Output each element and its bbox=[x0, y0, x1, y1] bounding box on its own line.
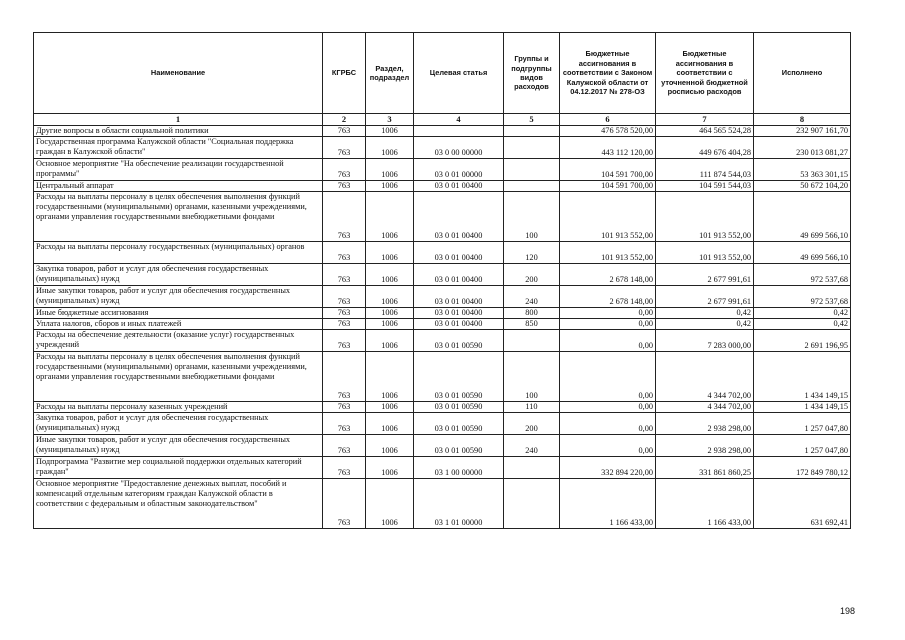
header-col-number: 4 bbox=[414, 114, 504, 126]
row-kgrbs: 763 bbox=[323, 479, 366, 529]
table-row bbox=[34, 457, 851, 479]
row-name: Закупка товаров, работ и услуг для обеспечения государственных (муниципальных) нужд bbox=[34, 264, 323, 286]
row-tselevaya: 03 0 01 00590 bbox=[414, 330, 504, 352]
row-razdel: 1006 bbox=[366, 137, 414, 159]
row-budget-refined: 101 913 552,00 bbox=[656, 192, 754, 242]
row-name: Иные закупки товаров, работ и услуг для обеспечения государственных (муниципальных) нужд bbox=[34, 286, 323, 308]
row-tselevaya: 03 0 01 00400 bbox=[414, 286, 504, 308]
row-budget-refined: 4 344 702,00 bbox=[656, 352, 754, 402]
row-razdel: 1006 bbox=[366, 352, 414, 402]
row-budget-refined: 101 913 552,00 bbox=[656, 242, 754, 264]
row-budget-refined: 2 677 991,61 bbox=[656, 286, 754, 308]
row-budget-law: 2 678 148,00 bbox=[560, 264, 656, 286]
row-razdel: 1006 bbox=[366, 242, 414, 264]
row-kgrbs: 763 bbox=[323, 435, 366, 457]
table-row bbox=[34, 126, 851, 137]
header-kgrbs: КГРБС bbox=[323, 33, 366, 114]
row-name: Государственная программа Калужской области "Социальная поддержка граждан в Калужской области" bbox=[34, 137, 323, 159]
header-name: Наименование bbox=[34, 33, 323, 114]
row-kgrbs: 763 bbox=[323, 402, 366, 413]
row-tselevaya: 03 0 01 00590 bbox=[414, 413, 504, 435]
row-razdel: 1006 bbox=[366, 330, 414, 352]
row-razdel: 1006 bbox=[366, 413, 414, 435]
row-budget-law: 476 578 520,00 bbox=[560, 126, 656, 137]
table-row bbox=[34, 435, 851, 457]
row-budget-refined: 2 677 991,61 bbox=[656, 264, 754, 286]
row-budget-refined: 464 565 524,28 bbox=[656, 126, 754, 137]
row-name: Основное мероприятие "На обеспечение реализации государственной программы" bbox=[34, 159, 323, 181]
row-vid bbox=[504, 126, 560, 137]
row-vid: 800 bbox=[504, 308, 560, 319]
row-vid bbox=[504, 159, 560, 181]
row-kgrbs: 763 bbox=[323, 352, 366, 402]
table-row bbox=[34, 402, 851, 413]
row-budget-refined: 331 861 860,25 bbox=[656, 457, 754, 479]
row-budget-law: 0,00 bbox=[560, 319, 656, 330]
row-kgrbs: 763 bbox=[323, 126, 366, 137]
row-budget-law: 0,00 bbox=[560, 435, 656, 457]
row-razdel: 1006 bbox=[366, 402, 414, 413]
row-kgrbs: 763 bbox=[323, 330, 366, 352]
row-razdel: 1006 bbox=[366, 435, 414, 457]
row-razdel: 1006 bbox=[366, 457, 414, 479]
row-name: Расходы на обеспечение деятельности (оказание услуг) государственных учреждений bbox=[34, 330, 323, 352]
header-budget-refined: Бюджетные ассигнования в соответствии с уточненной бюджетной росписью расходов bbox=[656, 33, 754, 114]
budget-table bbox=[33, 32, 851, 529]
row-budget-law: 0,00 bbox=[560, 352, 656, 402]
row-vid bbox=[504, 457, 560, 479]
page-number: 198 bbox=[840, 606, 856, 616]
row-vid: 100 bbox=[504, 192, 560, 242]
row-ispolneno: 49 699 566,10 bbox=[754, 242, 851, 264]
row-budget-law: 0,00 bbox=[560, 402, 656, 413]
header-col-number: 3 bbox=[366, 114, 414, 126]
row-name: Центральный аппарат bbox=[34, 181, 323, 192]
row-razdel: 1006 bbox=[366, 264, 414, 286]
row-name: Подпрограмма "Развитие мер социальной поддержки отдельных категорий граждан" bbox=[34, 457, 323, 479]
row-budget-law: 443 112 120,00 bbox=[560, 137, 656, 159]
header-tselevaya: Целевая статья bbox=[414, 33, 504, 114]
table-row bbox=[34, 159, 851, 181]
row-razdel: 1006 bbox=[366, 308, 414, 319]
row-budget-law: 0,00 bbox=[560, 413, 656, 435]
header-col-number: 7 bbox=[656, 114, 754, 126]
row-ispolneno: 1 257 047,80 bbox=[754, 435, 851, 457]
row-razdel: 1006 bbox=[366, 181, 414, 192]
header-col-number: 1 bbox=[34, 114, 323, 126]
row-kgrbs: 763 bbox=[323, 457, 366, 479]
row-budget-refined: 7 283 000,00 bbox=[656, 330, 754, 352]
row-ispolneno: 232 907 161,70 bbox=[754, 126, 851, 137]
row-razdel: 1006 bbox=[366, 479, 414, 529]
table-row bbox=[34, 308, 851, 319]
row-ispolneno: 631 692,41 bbox=[754, 479, 851, 529]
row-tselevaya: 03 0 00 00000 bbox=[414, 137, 504, 159]
row-budget-refined: 0,42 bbox=[656, 319, 754, 330]
table-row bbox=[34, 181, 851, 192]
row-tselevaya: 03 0 01 00590 bbox=[414, 402, 504, 413]
row-tselevaya: 03 0 01 00400 bbox=[414, 264, 504, 286]
row-vid bbox=[504, 479, 560, 529]
row-ispolneno: 0,42 bbox=[754, 308, 851, 319]
header-col-number: 2 bbox=[323, 114, 366, 126]
row-vid: 100 bbox=[504, 352, 560, 402]
row-tselevaya: 03 0 01 00400 bbox=[414, 308, 504, 319]
row-budget-law: 0,00 bbox=[560, 330, 656, 352]
row-ispolneno: 972 537,68 bbox=[754, 264, 851, 286]
row-razdel: 1006 bbox=[366, 192, 414, 242]
header-col-number: 6 bbox=[560, 114, 656, 126]
row-kgrbs: 763 bbox=[323, 319, 366, 330]
row-ispolneno: 49 699 566,10 bbox=[754, 192, 851, 242]
row-vid: 240 bbox=[504, 435, 560, 457]
row-razdel: 1006 bbox=[366, 126, 414, 137]
row-budget-refined: 104 591 544,03 bbox=[656, 181, 754, 192]
row-kgrbs: 763 bbox=[323, 181, 366, 192]
row-budget-refined: 2 938 298,00 bbox=[656, 413, 754, 435]
row-tselevaya: 03 0 01 00000 bbox=[414, 159, 504, 181]
row-budget-law: 101 913 552,00 bbox=[560, 242, 656, 264]
row-name: Расходы на выплаты персоналу казенных учреждений bbox=[34, 402, 323, 413]
row-vid: 120 bbox=[504, 242, 560, 264]
row-razdel: 1006 bbox=[366, 286, 414, 308]
header-col-number: 8 bbox=[754, 114, 851, 126]
row-tselevaya: 03 0 01 00400 bbox=[414, 242, 504, 264]
row-ispolneno: 1 434 149,15 bbox=[754, 402, 851, 413]
row-budget-refined: 2 938 298,00 bbox=[656, 435, 754, 457]
row-razdel: 1006 bbox=[366, 319, 414, 330]
row-name: Иные закупки товаров, работ и услуг для обеспечения государственных (муниципальных) нужд bbox=[34, 435, 323, 457]
table-row bbox=[34, 330, 851, 352]
row-tselevaya: 03 0 01 00590 bbox=[414, 352, 504, 402]
row-kgrbs: 763 bbox=[323, 413, 366, 435]
row-tselevaya: 03 1 01 00000 bbox=[414, 479, 504, 529]
row-budget-law: 2 678 148,00 bbox=[560, 286, 656, 308]
row-tselevaya bbox=[414, 126, 504, 137]
table-row bbox=[34, 319, 851, 330]
row-tselevaya: 03 0 01 00400 bbox=[414, 192, 504, 242]
row-name: Расходы на выплаты персоналу в целях обеспечения выполнения функций государственными (муниципальными) органами, казенными учреждениями, органами управления государственными внебюджетными фондами bbox=[34, 192, 323, 242]
header-razdel: Раздел, подраздел bbox=[366, 33, 414, 114]
row-kgrbs: 763 bbox=[323, 192, 366, 242]
row-budget-refined: 1 166 433,00 bbox=[656, 479, 754, 529]
row-ispolneno: 1 257 047,80 bbox=[754, 413, 851, 435]
row-kgrbs: 763 bbox=[323, 308, 366, 319]
row-vid: 240 bbox=[504, 286, 560, 308]
row-budget-law: 0,00 bbox=[560, 308, 656, 319]
row-kgrbs: 763 bbox=[323, 286, 366, 308]
table-row bbox=[34, 413, 851, 435]
row-vid bbox=[504, 181, 560, 192]
row-budget-refined: 111 874 544,03 bbox=[656, 159, 754, 181]
row-ispolneno: 1 434 149,15 bbox=[754, 352, 851, 402]
row-name: Расходы на выплаты персоналу государственных (муниципальных) органов bbox=[34, 242, 323, 264]
table-row bbox=[34, 286, 851, 308]
row-budget-law: 104 591 700,00 bbox=[560, 159, 656, 181]
table-row bbox=[34, 352, 851, 402]
row-budget-refined: 449 676 404,28 bbox=[656, 137, 754, 159]
row-vid: 200 bbox=[504, 413, 560, 435]
row-name: Иные бюджетные ассигнования bbox=[34, 308, 323, 319]
row-budget-law: 104 591 700,00 bbox=[560, 181, 656, 192]
table-row bbox=[34, 192, 851, 242]
row-ispolneno: 230 013 081,27 bbox=[754, 137, 851, 159]
row-kgrbs: 763 bbox=[323, 137, 366, 159]
row-budget-law: 1 166 433,00 bbox=[560, 479, 656, 529]
row-vid: 200 bbox=[504, 264, 560, 286]
table-row bbox=[34, 242, 851, 264]
header-gruppy: Группы и подгруппы видов расходов bbox=[504, 33, 560, 114]
row-ispolneno: 2 691 196,95 bbox=[754, 330, 851, 352]
row-ispolneno: 53 363 301,15 bbox=[754, 159, 851, 181]
row-name: Закупка товаров, работ и услуг для обеспечения государственных (муниципальных) нужд bbox=[34, 413, 323, 435]
row-budget-law: 101 913 552,00 bbox=[560, 192, 656, 242]
row-tselevaya: 03 0 01 00400 bbox=[414, 181, 504, 192]
row-name: Основное мероприятие "Предоставление денежных выплат, пособий и компенсаций отдельным категориям граждан Калужской области в соответствии с федеральным и областным законодательством" bbox=[34, 479, 323, 529]
row-tselevaya: 03 0 01 00590 bbox=[414, 435, 504, 457]
row-name: Уплата налогов, сборов и иных платежей bbox=[34, 319, 323, 330]
row-kgrbs: 763 bbox=[323, 159, 366, 181]
row-ispolneno: 972 537,68 bbox=[754, 286, 851, 308]
row-ispolneno: 172 849 780,12 bbox=[754, 457, 851, 479]
row-tselevaya: 03 1 00 00000 bbox=[414, 457, 504, 479]
row-kgrbs: 763 bbox=[323, 264, 366, 286]
row-budget-refined: 0,42 bbox=[656, 308, 754, 319]
row-vid bbox=[504, 137, 560, 159]
header-col-number: 5 bbox=[504, 114, 560, 126]
table-row bbox=[34, 479, 851, 529]
table-row bbox=[34, 137, 851, 159]
table-row bbox=[34, 264, 851, 286]
row-ispolneno: 0,42 bbox=[754, 319, 851, 330]
row-name: Расходы на выплаты персоналу в целях обеспечения выполнения функций государственными (муниципальными) органами, казенными учреждениями, органами управления государственными внебюджетными фондами bbox=[34, 352, 323, 402]
row-vid: 110 bbox=[504, 402, 560, 413]
row-budget-refined: 4 344 702,00 bbox=[656, 402, 754, 413]
row-kgrbs: 763 bbox=[323, 242, 366, 264]
row-tselevaya: 03 0 01 00400 bbox=[414, 319, 504, 330]
row-vid: 850 bbox=[504, 319, 560, 330]
row-ispolneno: 50 672 104,20 bbox=[754, 181, 851, 192]
row-name: Другие вопросы в области социальной политики bbox=[34, 126, 323, 137]
row-razdel: 1006 bbox=[366, 159, 414, 181]
row-budget-law: 332 894 220,00 bbox=[560, 457, 656, 479]
header-ispolneno: Исполнено bbox=[754, 33, 851, 114]
header-budget-law: Бюджетные ассигнования в соответствии с Законом Калужской области от 04.12.2017 № 278-ОЗ bbox=[560, 33, 656, 114]
row-vid bbox=[504, 330, 560, 352]
